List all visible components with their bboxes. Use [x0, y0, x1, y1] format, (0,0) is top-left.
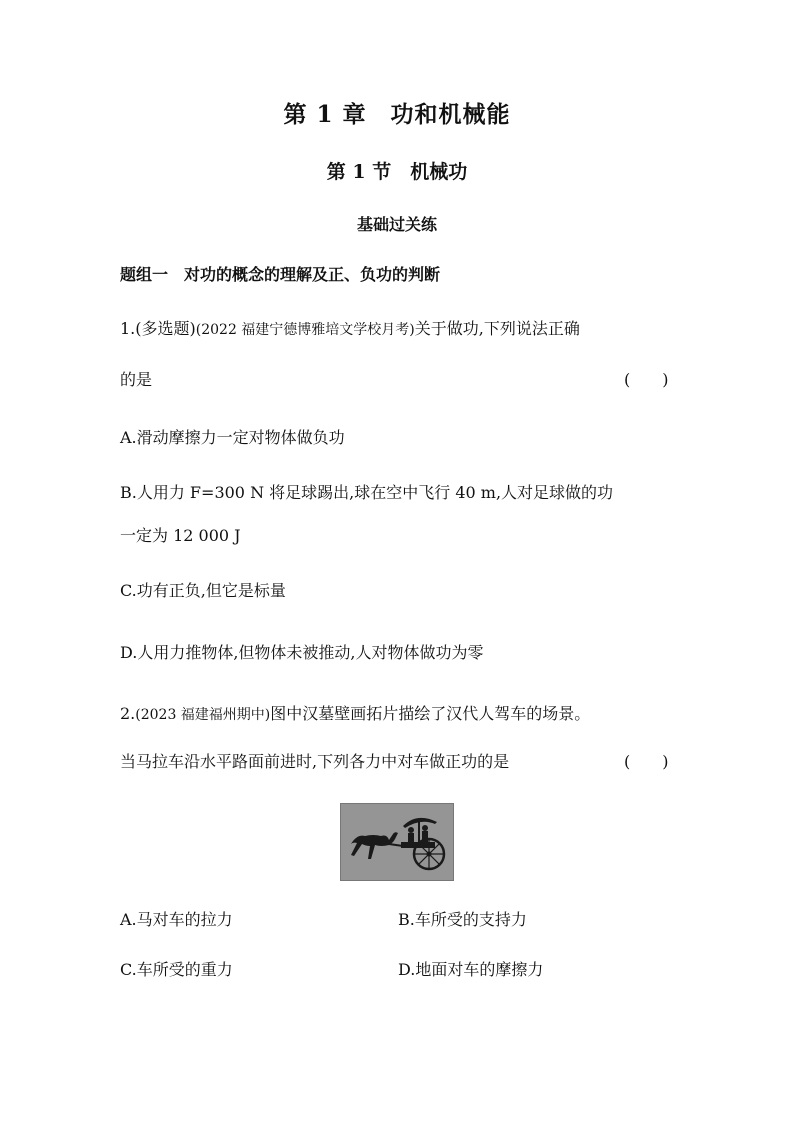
- section-title: 第 1 节 机械功: [326, 161, 468, 183]
- q2-number: 2.: [120, 704, 136, 723]
- q1-source: (2022 福建宁德博雅培文学校月考): [195, 322, 415, 338]
- q1-stem-line2: 的是: [120, 370, 153, 389]
- q2-stem-line2: 当马拉车沿水平路面前进时,下列各力中对车做正功的是: [120, 752, 510, 771]
- q2-option-a: A.马对车的拉力: [120, 910, 233, 929]
- q1-option-a: A.滑动摩擦力一定对物体做负功: [120, 428, 345, 447]
- q2-stem-text: 图中汉墓壁画拓片描绘了汉代人驾车的场景。: [270, 704, 591, 723]
- chapter-title: 第 1 章 功和机械能: [283, 101, 511, 128]
- q1-option-d: D.人用力推物体,但物体未被推动,人对物体做功为零: [120, 643, 484, 662]
- q1-tag: (多选题): [135, 319, 196, 338]
- q1-stem-text: 关于做功,下列说法正确: [414, 319, 580, 338]
- q2-source: (2023 福建福州期中): [135, 707, 271, 723]
- q2-answer-bracket: ( ): [624, 752, 669, 771]
- q1-option-c: C.功有正负,但它是标量: [120, 581, 286, 600]
- q2-option-b: B.车所受的支持力: [398, 910, 527, 929]
- q1-stem-line1: [120, 316, 580, 339]
- q2-option-c: C.车所受的重力: [120, 960, 233, 979]
- q1-option-b-line1: B.人用力 F=300 N 将足球踢出,球在空中飞行 40 m,人对足球做的功: [120, 483, 614, 502]
- practice-title: 基础过关练: [356, 215, 437, 234]
- q1-number: 1.: [120, 319, 136, 338]
- horse-chariot-rubbing-image: [340, 803, 454, 881]
- q2-stem-line1: [120, 701, 590, 724]
- q1-option-b-line2: 一定为 12 000 J: [120, 526, 241, 545]
- q2-option-d: D.地面对车的摩擦力: [398, 960, 544, 979]
- group-heading: 题组一 对功的概念的理解及正、负功的判断: [120, 265, 441, 284]
- q1-answer-bracket: ( ): [624, 370, 669, 389]
- horse-chariot-icon: [341, 804, 453, 880]
